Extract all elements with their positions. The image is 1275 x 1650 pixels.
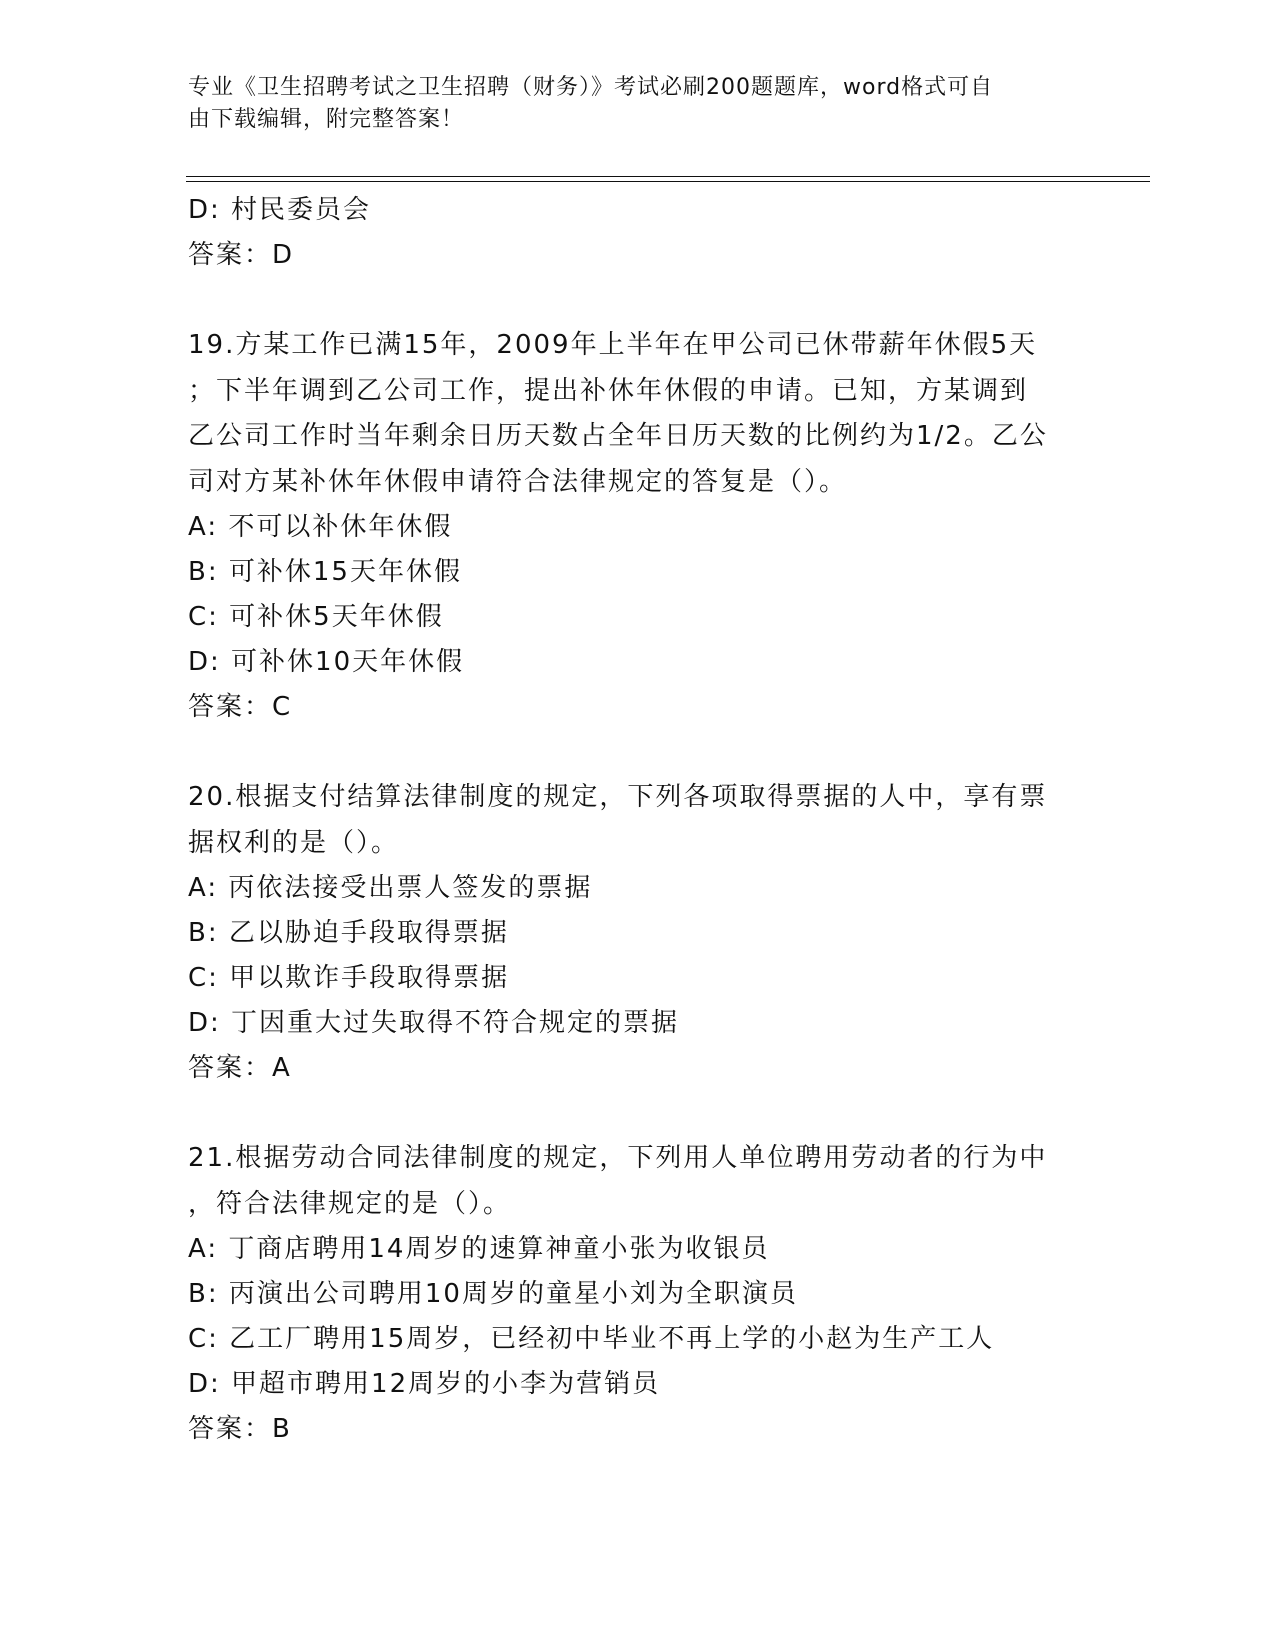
question-21-option-a: A: 丁商店聘用14周岁的速算神童小张为收银员 — [188, 1234, 770, 1264]
question-19-line-4: 司对方某补休年休假申请符合法律规定的答复是（）。 — [188, 466, 848, 497]
question-21-line-2: ，符合法律规定的是（）。 — [188, 1188, 512, 1219]
question-20-option-d: D: 丁因重大过失取得不符合规定的票据 — [188, 1008, 680, 1038]
question-19-option-c: C: 可补休5天年休假 — [188, 602, 444, 632]
prev-answer: 答案：D — [188, 240, 295, 270]
question-20-option-a: A: 丙依法接受出票人签发的票据 — [188, 873, 593, 903]
question-21-option-d: D: 甲超市聘用12周岁的小李为营销员 — [188, 1369, 661, 1399]
question-21-line-1: 21.根据劳动合同法律制度的规定，下列用人单位聘用劳动者的行为中 — [188, 1143, 1048, 1173]
question-20 — [188, 775, 1088, 1091]
question-20-option-c: C: 甲以欺诈手段取得票据 — [188, 963, 510, 993]
document-body — [188, 188, 1088, 1452]
header-rule-bottom — [186, 181, 1150, 182]
question-20-line-1: 20.根据支付结算法律制度的规定，下列各项取得票据的人中，享有票 — [188, 782, 1048, 812]
spacer — [188, 730, 1088, 775]
header-line-2: 由下载编辑，附完整答案！ — [188, 107, 465, 132]
question-20-option-b: B: 乙以胁迫手段取得票据 — [188, 918, 509, 948]
question-21-answer: 答案：B — [188, 1414, 292, 1444]
spacer — [188, 1091, 1088, 1136]
spacer — [188, 278, 1088, 323]
question-19-line-1: 19.方某工作已满15年，2009年上半年在甲公司已休带薪年休假5天 — [188, 330, 1038, 360]
header-rule-top — [186, 176, 1150, 177]
question-19 — [188, 323, 1088, 730]
question-21-text — [188, 1136, 1088, 1227]
question-21-option-b: B: 丙演出公司聘用10周岁的童星小刘为全职演员 — [188, 1279, 798, 1309]
question-20-answer: 答案：A — [188, 1053, 292, 1083]
question-19-line-2: ；下半年调到乙公司工作，提出补休年休假的申请。已知，方某调到 — [188, 375, 1029, 406]
question-19-option-b: B: 可补休15天年休假 — [188, 557, 462, 587]
question-20-line-2: 据权利的是（）。 — [188, 827, 400, 858]
question-21 — [188, 1136, 1088, 1452]
question-21-option-c: C: 乙工厂聘用15周岁，已经初中毕业不再上学的小赵为生产工人 — [188, 1324, 995, 1354]
question-20-text — [188, 775, 1088, 866]
question-19-option-a: A: 不可以补休年休假 — [188, 512, 453, 542]
header-line-1: 专业《卫生招聘考试之卫生招聘（财务）》考试必刷200题题库，word格式可自 — [188, 75, 994, 100]
question-19-answer: 答案：C — [188, 692, 293, 722]
question-19-text — [188, 323, 1088, 505]
document-header — [188, 72, 1068, 136]
question-19-line-3: 乙公司工作时当年剩余日历天数占全年日历天数的比例约为1/2。乙公 — [188, 421, 1048, 451]
prev-option-d: D: 村民委员会 — [188, 195, 372, 225]
question-19-option-d: D: 可补休10天年休假 — [188, 647, 465, 677]
